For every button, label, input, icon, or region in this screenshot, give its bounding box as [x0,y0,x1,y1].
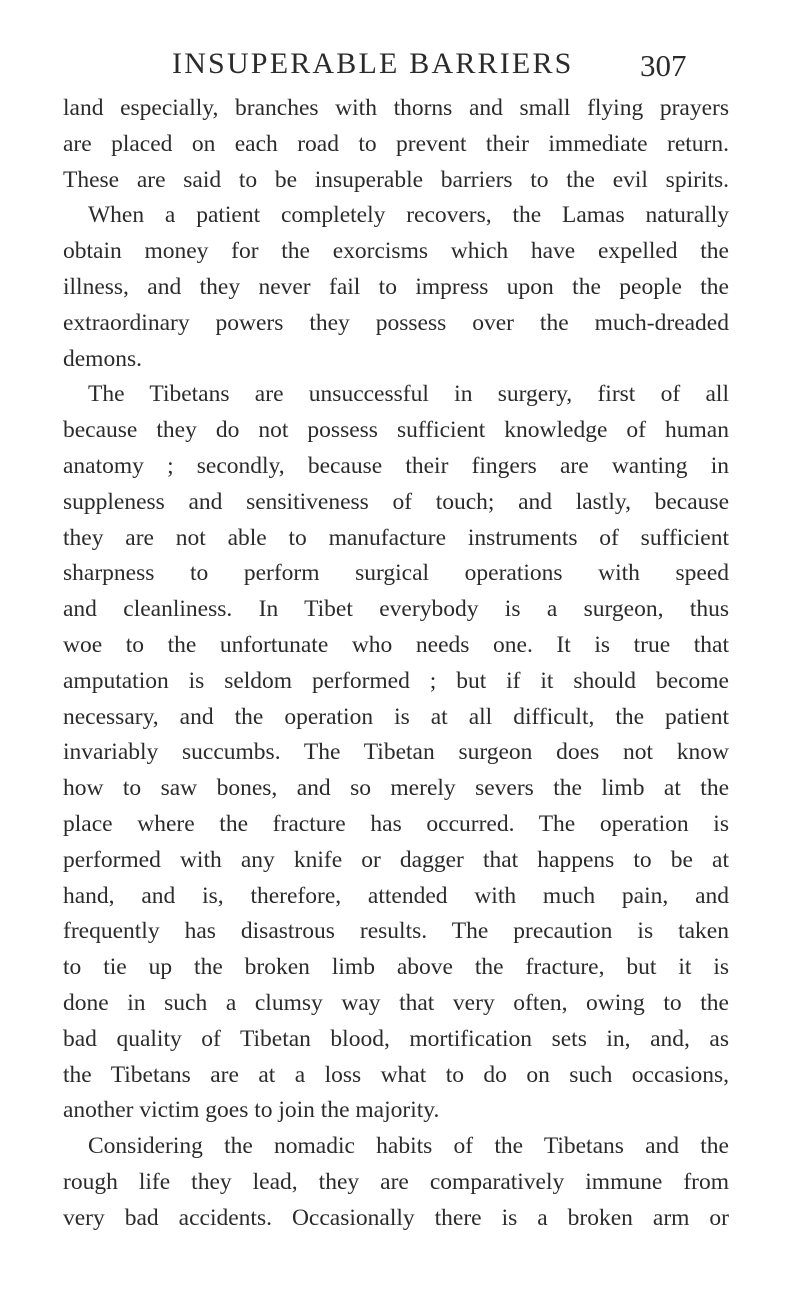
text-line: demons. [63,345,142,372]
text-line: invariably succumbs. The Tibetan surgeon does not know [63,739,729,766]
text-line: suppleness and sensitiveness of touch; and lastly, because [63,488,729,515]
text-line: woe to the unfortunate who needs one. It is true that [63,631,729,658]
text-line: because they do not possess sufficient knowledge of human [63,417,729,444]
text-line: to tie up the broken limb above the fracture, but it is [63,954,729,981]
text-line: When a patient completely recovers, the Lamas naturally [88,202,729,229]
text-line: sharpness to perform surgical operations with speed [63,560,729,587]
text-line: amputation is seldom performed ; but if it should become [63,667,729,694]
text-line: These are said to be insuperable barriers to the evil spirits. [63,166,729,193]
page-header [0,44,801,84]
text-line: another victim goes to join the majority. [63,1097,440,1124]
text-line: the Tibetans are at a loss what to do on such occasions, [63,1061,729,1088]
text-line: they are not able to manufacture instruments of sufficient [63,524,729,551]
running-head: INSUPERABLE BARRIERS [172,47,574,80]
text-line: necessary, and the operation is at all difficult, the patient [63,703,729,730]
text-line: bad quality of Tibetan blood, mortification sets in, and, as [63,1025,729,1052]
text-line: how to saw bones, and so merely severs the limb at the [63,775,729,802]
text-line: frequently has disastrous results. The precaution is taken [63,918,729,945]
text-line: extraordinary powers they possess over the much-dreaded [63,309,729,336]
text-line: place where the fracture has occurred. The operation is [63,810,729,837]
text-line: hand, and is, therefore, attended with much pain, and [63,882,729,909]
text-line: land especially, branches with thorns and small flying prayers [63,95,729,121]
text-line: very bad accidents. Occasionally there is a broken arm or [63,1204,729,1231]
text-line: and cleanliness. In Tibet everybody is a surgeon, thus [63,596,729,623]
text-line: Considering the nomadic habits of the Tibetans and the [88,1133,729,1160]
text-line: anatomy ; secondly, because their fingers are wanting in [63,452,729,479]
text-line: are placed on each road to prevent their immediate return. [63,130,729,157]
text-line: rough life they lead, they are comparatively immune from [63,1168,729,1195]
body-text [63,91,729,1237]
text-line: performed with any knife or dagger that happens to be at [63,846,729,873]
text-line: illness, and they never fail to impress upon the people the [63,273,729,300]
text-line: done in such a clumsy way that very often, owing to the [63,989,729,1016]
text-line: obtain money for the exorcisms which have expelled the [63,238,729,265]
page-number: 307 [640,48,687,83]
text-line: The Tibetans are unsuccessful in surgery, first of all [88,381,729,408]
